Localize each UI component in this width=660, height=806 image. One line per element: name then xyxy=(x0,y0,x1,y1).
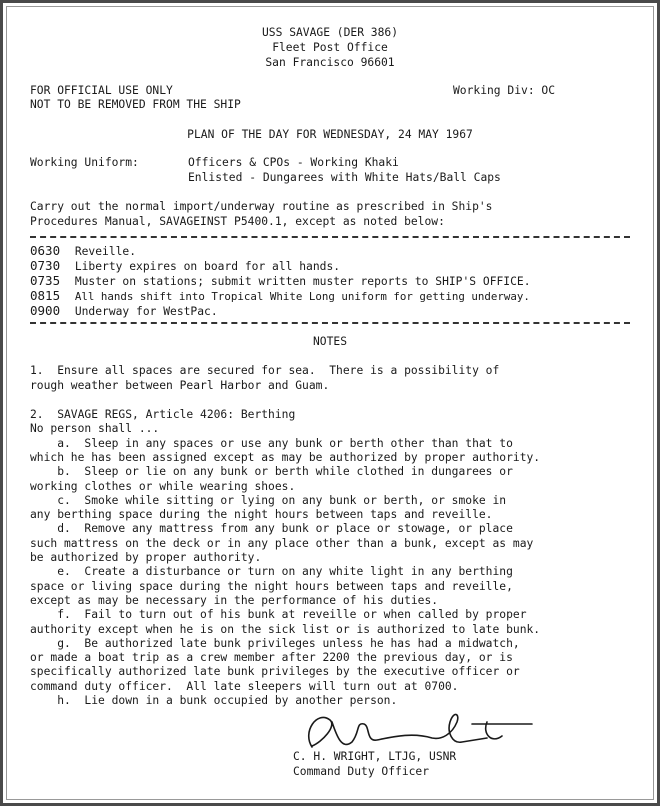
not-removed-label: NOT TO BE REMOVED FROM THE SHIP xyxy=(30,98,241,111)
intro-line-1: Carry out the normal import/underway routine as prescribed in Ship's xyxy=(30,200,493,213)
notes-title: NOTES xyxy=(312,335,347,348)
note2-line: be authorized by proper authority. xyxy=(30,551,262,564)
schedule-time: 0815 xyxy=(30,288,61,303)
ship-name: USS SAVAGE (DER 386) xyxy=(261,26,399,39)
schedule-text: Muster on stations; submit written muster reports to SHIP'S OFFICE. xyxy=(74,275,531,288)
note2-line: specifically authorized late bunk privileges by the executive officer or xyxy=(30,665,520,679)
note1-line-1: 1. Ensure all spaces are secured for sea. There is a possibility of xyxy=(30,364,500,377)
note2-line: or made a boat trip as a crew member after 2200 the previous day, or is xyxy=(30,651,513,665)
note2-line: No person shall ... xyxy=(30,422,160,436)
note2-line: e. Create a disturbance or turn on any white light in any berthing xyxy=(30,565,513,579)
note2-line: f. Fail to turn out of his bunk at reveille or when called by proper xyxy=(30,608,527,622)
note2-line: space or living space during the night hours between taps and reveille, xyxy=(30,579,513,593)
note2-line: 2. SAVAGE REGS, Article 4206: Berthing xyxy=(30,408,296,421)
note2-line: command duty officer. All late sleepers will turn out at 0700. xyxy=(30,679,459,693)
dashed-divider-top xyxy=(30,236,630,238)
note2-line: working clothes or while wearing shoes. xyxy=(30,479,296,493)
plan-of-the-day-document xyxy=(10,10,650,796)
note2-line: except as may be necessary in the performance of his duties. xyxy=(30,593,439,607)
city-line: San Francisco 96601 xyxy=(265,56,395,69)
schedule-text: Liberty expires on board for all hands. xyxy=(74,260,341,273)
schedule-row xyxy=(30,273,531,288)
uniform-label: Working Uniform: xyxy=(30,156,139,169)
uniform-officers: Officers & CPOs - Working Khaki xyxy=(188,156,399,169)
note2-line: b. Sleep or lie on any bunk or berth while clothed in dungarees or xyxy=(30,465,513,479)
note1-line-2: rough weather between Pearl Harbor and Guam. xyxy=(30,379,330,392)
uniform-enlisted: Enlisted - Dungarees with White Hats/Ball Caps xyxy=(188,171,501,184)
note2-line: a. Sleep in any spaces or use any bunk or berth other than that to xyxy=(30,436,513,450)
note2-line: any berthing space during the night hours between taps and reveille. xyxy=(30,508,493,522)
note2-line: g. Be authorized late bunk privileges unless he has had a midwatch, xyxy=(30,636,520,650)
fleet-post-office: Fleet Post Office xyxy=(272,41,388,54)
schedule-text: Reveille. xyxy=(74,245,137,258)
note2-line: h. Lie down in a bunk occupied by another person. xyxy=(30,694,398,707)
note2-line: c. Smoke while sitting or lying on any bunk or berth, or smoke in xyxy=(30,493,507,507)
note2-line: authority except when he is on the sick list or is authorized to late bunk. xyxy=(30,622,541,636)
schedule-time: 0730 xyxy=(30,258,61,273)
dashed-divider-bottom xyxy=(30,322,630,324)
official-use-label: FOR OFFICIAL USE ONLY xyxy=(30,84,173,97)
working-division: Working Div: OC xyxy=(453,84,556,97)
intro-line-2: Procedures Manual, SAVAGEINST P5400.1, except as noted below: xyxy=(30,215,445,228)
schedule-time: 0735 xyxy=(30,273,61,288)
schedule-row xyxy=(30,303,218,318)
note2-line: which he has been assigned except as may be authorized by proper authority. xyxy=(30,450,541,464)
schedule-time: 0630 xyxy=(30,243,61,258)
note2-line: such mattress on the deck or in any place other than a bunk, except as may xyxy=(30,536,534,550)
schedule-text: Underway for WestPac. xyxy=(74,305,218,318)
schedule-time: 0900 xyxy=(30,303,61,318)
signatory-title: Command Duty Officer xyxy=(293,765,430,778)
schedule-row xyxy=(30,243,136,258)
note2-line: d. Remove any mattress from any bunk or place or stowage, or place xyxy=(30,522,513,536)
schedule-row xyxy=(30,288,530,303)
schedule-row xyxy=(30,258,340,273)
plan-title: PLAN OF THE DAY FOR WEDNESDAY, 24 MAY 1967 xyxy=(187,128,473,141)
schedule-text: All hands shift into Tropical White Long uniform for getting underway. xyxy=(74,290,530,303)
signatory-name: C. H. WRIGHT, LTJG, USNR xyxy=(293,750,457,763)
